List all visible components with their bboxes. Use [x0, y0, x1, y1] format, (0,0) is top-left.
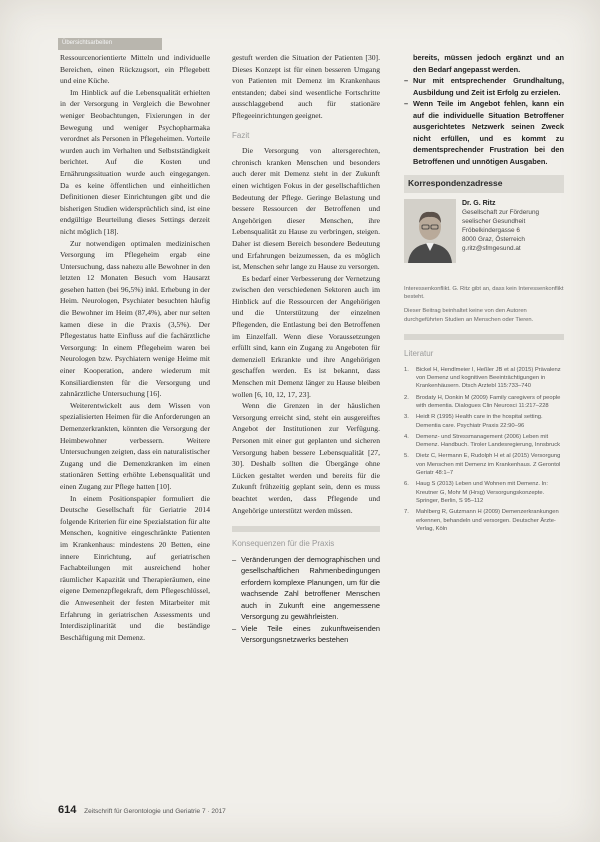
ref-number: 1. — [404, 366, 409, 373]
ref-number: 4. — [404, 433, 409, 440]
address-line: seelischer Gesundheit — [462, 217, 526, 225]
practice-bullets — [232, 554, 380, 646]
journal-name: Zeitschrift für Gerontologie und Geriatrie 7 · 2017 — [84, 808, 226, 815]
running-header — [58, 38, 162, 50]
reference-item — [404, 366, 564, 391]
ref-number: 7. — [404, 509, 409, 516]
address-line: Gesellschaft zur Förderung — [462, 208, 540, 216]
reference-item — [404, 394, 564, 411]
reference-item — [404, 508, 564, 533]
ref-number: 3. — [404, 414, 409, 421]
paragraph: Wenn die Grenzen in der häuslichen Versorgung erreicht sind, steht ein ausgereiftes Angebot der Institutionen zur Verfügung. Personen mit einer gut geplanten und sicheren Versorgung haben bessere Lebensqualität [27, 30]. Deshalb sollten die Übergänge ohne Lücken gestaltet werden und bereits für die Zukunft frühzeitig geplant sein, denn es muss beachtet werden, dass Pflegende und Angehörige unterstützt werden müssen. — [232, 401, 380, 515]
reference-item — [404, 433, 564, 450]
bullet-item: – Nur mit entsprechender Grundhaltung, Ausbildung und Zeit ist Erfolg zu erzielen. — [404, 75, 564, 98]
practice-box-title: Konsequenzen für die Praxis — [232, 539, 335, 549]
ref-text: Heidt R (1995) Health care in the hospital setting. Dementia care. Psychiatr Praxis 22:90–96 — [416, 414, 543, 429]
paragraph: Ressourcenorientierte Mitteln und individuelle Bereichen, einen Rückzugsort, ein Pflegebett und eine Küche. — [60, 53, 210, 86]
paragraph: Weiterentwickelt aus dem Wissen von spezialisierten Heimen für die Anforderungen an Demenzerkrankten, könnten die Versorgung der Heimbewohner verbessern. Weitere Untersuchungen zeigten, dass ein naturalistischer Zugang und die Demenzkranken im einen stationären Setting erhöhte Lebensqualität und einen Zugang zur Pflege hatten [10]. — [60, 400, 210, 491]
conflict-of-interest: Interessenkonflikt. G. Ritz gibt an, dass kein Interessenkonflikt besteht. — [404, 285, 564, 300]
reference-item — [404, 413, 564, 430]
paragraph: In einem Positionspapier formuliert die Deutsche Gesellschaft für Geriatrie 2014 folgende Kriterien für eine Spezialstation für alte Menschen, kognitive eingeschränkte Patienten im Krankenhaus: mindestens 20 Betten, eine innere Einrichtung, auf geriatrischen Fachabteilungen mit ausreichend hoher räumlicher Kapazität und Therapieräumen, eine eigene Demenzpflegekraft, dem Pflegeschlüssel, die Anwesenheit der festen Mitarbeiter mit Erfahrung in geriatrischen Assessments und Interdisziplinarität und die beständige Beschäftigung mit Demenz. — [60, 493, 210, 642]
page-number: 614 — [58, 804, 77, 816]
ref-text: Haug S (2013) Leben und Wohnen mit Demenz. In: Kreutner G, Mohr M (Hrsg) Versorgungskonzepte. Springer, Berlin, S 95–112 — [416, 481, 549, 504]
references-divider — [404, 334, 564, 360]
bullet-item: – Veränderungen der demographischen und gesellschaftlichen Rahmenbedingungen erfordern komplexe Planungen, um für die wachsende Zahl betroffener Menschen auch in Zukunft eine angemessene Versorgung zu gewährleisten. — [232, 554, 380, 623]
ethics-statement: Dieser Beitrag beinhaltet keine von den Autoren durchgeführten Studien an Menschen oder Tieren. — [404, 308, 534, 323]
author-photo — [404, 199, 456, 263]
ref-text: Mahlberg R, Gutzmann H (2009) Demenzerkrankungen erkennen, behandeln und versorgen. Deutscher Ärzte-Verlag, Köln — [416, 509, 559, 532]
reference-item — [404, 452, 564, 477]
ref-text: Dietz C, Hermann E, Rudolph H et al (2015) Versorgung von Menschen mit Demenz im Krankenhaus. Z Gerontol Geriatr 48:1–7 — [416, 453, 561, 477]
ref-text: Demenz- und Stressmanagement (2006) Leben mit Demenz. Handbuch. Tiroler Landesregierung, Innsbruck — [416, 433, 561, 449]
correspondence-address — [462, 199, 539, 263]
email-link[interactable]: g.ritz@sfmgesund.at — [462, 244, 521, 252]
correspondence-block — [404, 199, 564, 263]
section-heading: Fazit — [232, 130, 250, 140]
paragraph: gestuft werden die Situation der Patienten [30]. Dieses Konzept ist für einen besseren Umgang von Patienten mit Demenz im Krankenhaus entstanden; dabei sind wesentliche Fortschritte ausschlaggebend auch für stationäre Pflegeeinrichtungen geeignet. — [232, 53, 380, 120]
paragraph: Zur notwendigen optimalen medizinischen Versorgung im Pflegeheim ergab eine Untersuchung, dass nahezu alle Bewohner in den letzten 12 Monaten Besuch vom Hausarzt gesehen hatten (bei 96,5%) inkl. Erhebung in der Heim. Neurologen, Psychiater besuchten häufig die Bewohner im Heim (87,4%), aber nur selten kamen diese in die Praxis (3,5%). Der Pflegestatus hatte Einfluss auf die fachärztliche Versorgung: In einem Pflegeheim waren bei Neurologen bzw. Psychiatern wenige Heime mit einer Kooperation, andere wiederum mit Konsiliardiensten für die Versorgung und zahnärztliche Untersuchung [16]. — [60, 238, 210, 399]
references-title: Literatur — [404, 349, 434, 359]
ref-text: Bickel H, Hendlmeier I, Heßler JB et al (2015) Prävalenz von Demenz und kognitiven Beeinträchtigungen in Krankenhäusern. Dtsch Arztebl 115:733–740 — [416, 366, 561, 390]
bullet-item: – Viele Teile eines zukunftweisenden Versorgungsnetzwerks bestehen — [232, 623, 380, 646]
paragraph: Es bedarf einer Verbesserung der Vernetzung zwischen den verschiedenen Sektoren auch im Hinblick auf die Ressourcen der Angehörigen und die Unterstützung der einzelnen Pflegenden, die Entlastung bei den Betroffenen im Einzelfall. Wenn diese Voraussetzungen erfüllt sind, kann ein Zugang zu Angeboten für demenziell Erkrankte und ihre Angehörigen geschaffen werden. Es ist bekannt, dass Menschen mit Demenz länger zu Hause bleiben wollen [6, 10, 12, 17, 23]. — [232, 273, 380, 399]
references-list — [404, 366, 564, 533]
running-title: Übersichtsarbeiten — [62, 40, 113, 46]
practice-box — [232, 526, 380, 646]
ref-number: 6. — [404, 481, 409, 488]
practice-bullets-continued — [404, 52, 564, 167]
address-line: 8000 Graz, Österreich — [462, 235, 525, 243]
page-footer — [58, 804, 226, 816]
ref-number: 2. — [404, 394, 409, 401]
paragraph: Im Hinblick auf die Lebensqualität erhielten in der Versorgung in Vergleich die Bewohner weniger Beobachtungen, Fixierungen in der Bewegung und weniger Psychopharmaka verordnet als Personen in Pflegeheimen. Vorteile wurden auch im Verhalten und Selbstständigkeit berichtet. Auf die Kosten und Ernährungssituation wurde auch eingegangen. Da es keine öffentlichen und einheitlichen Definitionen dieser Einrichtungen gibt und die bisherigen Studien widersprüchlich sind, ist eine endgültige Beurteilung dieses Settings derzeit nicht möglich [18]. — [60, 87, 210, 236]
reference-item — [404, 480, 564, 505]
correspondence-heading: Korrespondenzadresse — [404, 175, 564, 193]
ref-text: Brodaty H, Donkin M (2009) Family caregivers of people with dementia. Dialogues Clin Neurosci 11:217–228 — [416, 394, 561, 409]
paragraph: Die Versorgung von altersgerechten, chronisch kranken Menschen und besonders auch derer mit Demenz steht in der Zukunft einen wichtigen Fokus in der gesellschaftlichen Bedeutung der Pflege. Geringe Belastung und bessere Ressourcen der Betroffenen und Angehörigen dieser Menschen, ihre Lebensqualität zu Hause zu verbringen, steigen. Daher ist diesem Bereich besondere Bedeutung und Erfahrungen beizumessen, da es möglich ist, Menschen sehr lange zu Hause zu versorgen. — [232, 146, 380, 272]
column-2 — [232, 52, 380, 646]
address-line: Fröbelkindergasse 6 — [462, 226, 520, 234]
bullet-continuation: bereits, müssen jedoch ergänzt und an den Bedarf angepasst werden. — [413, 53, 564, 74]
bullet-item: – Wenn Teile im Angebot fehlen, kann ein auf die individuelle Situation Betroffener ausgerichtetes Netzwerk seinen Zweck nicht erfüllen, und es kommt zu dementsprechender Frustration bei den Betroffenen und unnötigen Ausgaben. — [404, 98, 564, 167]
author-name: Dr. G. Ritz — [462, 199, 496, 207]
column-1 — [60, 52, 210, 643]
column-3 — [404, 52, 564, 536]
ref-number: 5. — [404, 453, 409, 460]
portrait-illustration — [404, 199, 456, 263]
